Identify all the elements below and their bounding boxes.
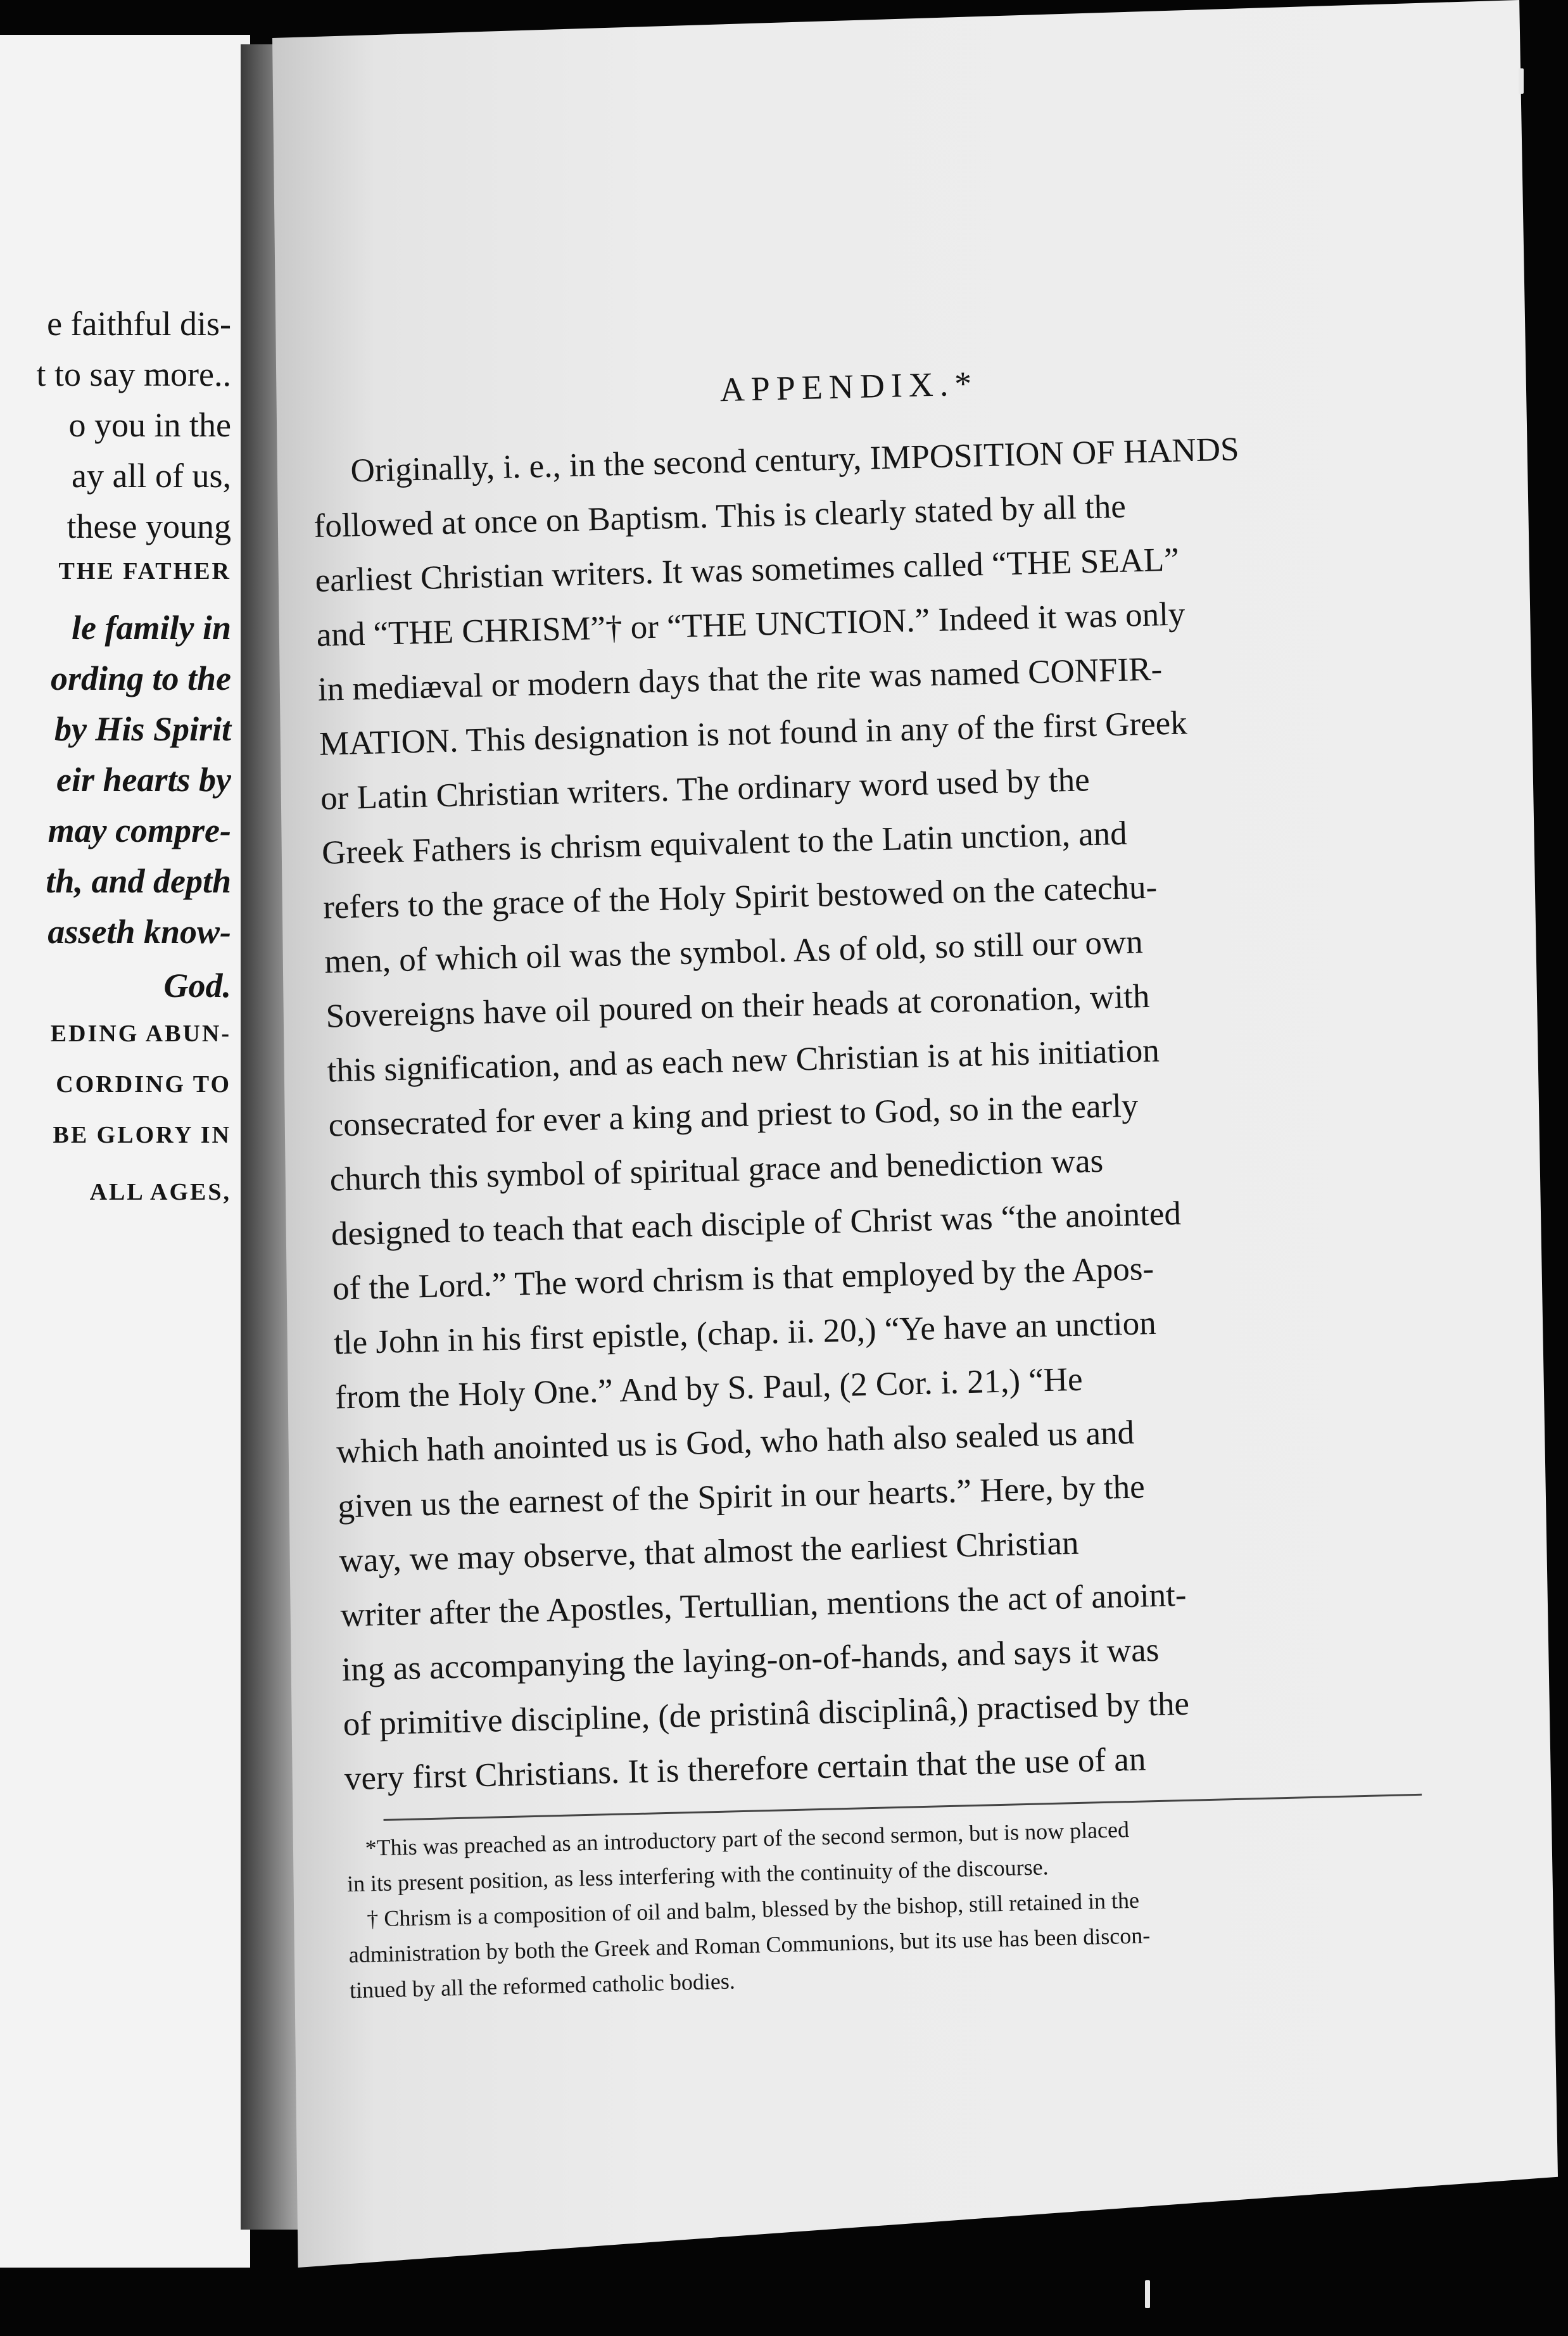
appendix-heading: APPENDIX.* <box>719 364 978 409</box>
left-page-line: asseth know- <box>47 913 231 951</box>
body-line: Sovereigns have oil poured on their heads at coronation, with <box>325 977 1150 1035</box>
body-line: Greek Fathers is chrism equivalent to the Latin unction, and <box>321 815 1128 872</box>
body-line: which hath anointed us is God, who hath also sealed us and <box>336 1414 1135 1471</box>
left-page-line: THE FATHER <box>58 558 231 585</box>
left-page-line: these young <box>66 507 231 545</box>
body-line: refers to the grace of the Holy Spirit bestowed on the catechu- <box>322 868 1158 926</box>
body-line: from the Holy One.” And by S. Paul, (2 Cor. i. 21,) “He <box>334 1361 1084 1416</box>
footnote-line: tinued by all the reformed catholic bodies. <box>349 1968 736 2003</box>
left-page-line: th, and depth <box>46 862 231 900</box>
footnote-line: in its present position, as less interfering with the continuity of the discourse. <box>346 1854 1049 1897</box>
appendix-body <box>312 418 1421 1806</box>
left-page-line: BE GLORY IN <box>53 1122 231 1148</box>
body-line: MATION. This designation is not found in any of the first Greek <box>319 704 1188 763</box>
body-line: very first Christians. It is therefore certain that the use of an <box>344 1741 1146 1798</box>
body-line: and “THE CHRISM”† or “THE UNCTION.” Indeed it was only <box>316 595 1185 654</box>
body-line: tle John in his first epistle, (chap. ii. 20,) “Ye have an unction <box>333 1304 1157 1362</box>
body-line: or Latin Christian writers. The ordinary word used by the <box>320 761 1091 817</box>
body-line: followed at once on Baptism. This is clearly stated by all the <box>313 488 1127 545</box>
left-page-line: ording to the <box>50 659 231 697</box>
left-page-line: may compre- <box>47 811 231 849</box>
footnote-line: † Chrism is a composition of oil and balm, blessed by the bishop, still retained in the <box>366 1887 1140 1932</box>
body-line: of primitive discipline, (de pristinâ disciplinâ,) practised by the <box>343 1685 1190 1743</box>
body-line: way, we may observe, that almost the earliest Christian <box>338 1524 1080 1580</box>
left-page-line: eir hearts by <box>56 761 231 799</box>
body-line: consecrated for ever a king and priest to God, so in the early <box>328 1087 1139 1144</box>
left-page-fragment <box>0 35 250 2268</box>
left-page-line: e faithful dis- <box>47 305 231 343</box>
left-page-line: t to say more.. <box>36 355 231 393</box>
body-line: Originally, i. e., in the second century, IMPOSITION OF HANDS <box>350 431 1240 490</box>
margin-speck <box>1145 2280 1150 2308</box>
footnote-line: *This was preached as an introductory part of the second sermon, but is now placed <box>365 1817 1130 1861</box>
left-page-line: le family in <box>72 609 231 647</box>
footnote-line: administration by both the Greek and Roman Communions, but its use has been discon- <box>348 1922 1151 1968</box>
body-line: of the Lord.” The word chrism is that employed by the Apos- <box>332 1250 1154 1307</box>
footnotes <box>346 1805 1426 2008</box>
left-page-line: o you in the <box>68 406 231 444</box>
left-page-line: by His Spirit <box>54 710 231 748</box>
left-page-line: ALL AGES, <box>89 1179 231 1205</box>
body-line: church this symbol of spiritual grace and benediction was <box>329 1142 1104 1198</box>
body-line: ing as accompanying the laying-on-of-hands, and says it was <box>341 1631 1160 1689</box>
body-line: in mediæval or modern days that the rite was named CONFIR- <box>317 651 1163 708</box>
body-line: men, of which oil was the symbol. As of old, so still our own <box>324 924 1144 981</box>
body-line: earliest Christian writers. It was sometimes called “THE SEAL” <box>315 541 1180 599</box>
left-page-line: EDING ABUN- <box>50 1020 231 1047</box>
body-line: designed to teach that each disciple of Christ was “the anointed <box>331 1195 1182 1253</box>
left-page-line: CORDING TO <box>56 1071 231 1098</box>
appendix-text-block <box>310 353 1426 2008</box>
body-line: this signification, and as each new Christian is at his initiation <box>326 1032 1160 1089</box>
left-page-line: God. <box>163 967 231 1005</box>
margin-speck <box>1519 68 1524 94</box>
body-line: writer after the Apostles, Tertullian, mentions the act of anoint- <box>339 1576 1187 1634</box>
body-line: given us the earnest of the Spirit in our hearts.” Here, by the <box>337 1468 1146 1525</box>
left-page-line: ay all of us, <box>72 457 231 495</box>
